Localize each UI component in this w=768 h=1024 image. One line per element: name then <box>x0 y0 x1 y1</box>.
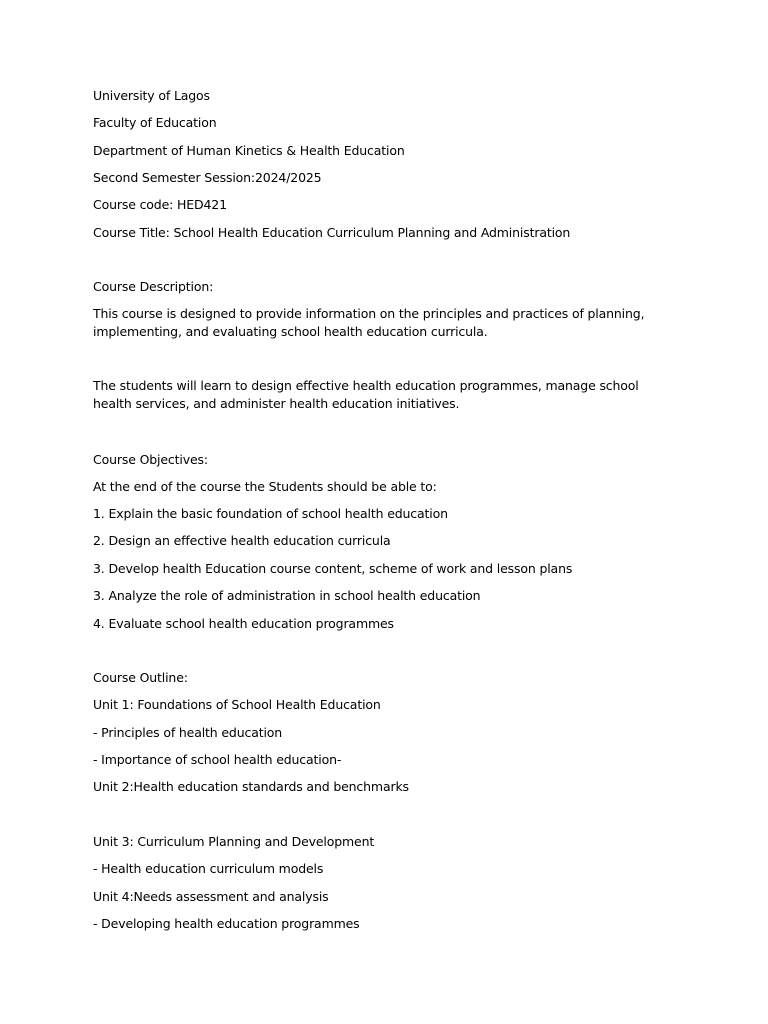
department-name: Department of Human Kinetics & Health Education <box>93 143 405 158</box>
description-paragraph-2: The students will learn to design effective health education programmes, manage school health services, and administer health education initiatives. <box>93 378 639 411</box>
outline-unit-4: Unit 4:Needs assessment and analysis <box>93 889 329 904</box>
course-title: Course Title: School Health Education Curriculum Planning and Administration <box>93 225 571 240</box>
outline-unit-1: Unit 1: Foundations of School Health Education <box>93 697 381 712</box>
outline-subitem: - Developing health education programmes <box>93 916 360 931</box>
objective-item: 2. Design an effective health education curricula <box>93 533 391 548</box>
outline-subitem: - Health education curriculum models <box>93 861 324 876</box>
objective-item: 4. Evaluate school health education programmes <box>93 616 394 631</box>
description-paragraph-1: This course is designed to provide information on the principles and practices of planning, implementing, and evaluating school health education curricula. <box>93 306 645 339</box>
course-code: Course code: HED421 <box>93 197 227 212</box>
objectives-heading: Course Objectives: <box>93 452 208 467</box>
outline-unit-2: Unit 2:Health education standards and benchmarks <box>93 779 409 794</box>
faculty-name: Faculty of Education <box>93 115 217 130</box>
outline-subitem: - Importance of school health education- <box>93 752 342 767</box>
outline-unit-3: Unit 3: Curriculum Planning and Development <box>93 834 375 849</box>
outline-subitem: - Principles of health education <box>93 725 283 740</box>
university-name: University of Lagos <box>93 88 210 103</box>
objective-item: 3. Develop health Education course content, scheme of work and lesson plans <box>93 561 573 576</box>
objectives-intro: At the end of the course the Students should be able to: <box>93 479 437 494</box>
session-line: Second Semester Session:2024/2025 <box>93 170 322 185</box>
description-heading: Course Description: <box>93 279 214 294</box>
objective-item: 1. Explain the basic foundation of school health education <box>93 506 448 521</box>
outline-heading: Course Outline: <box>93 670 188 685</box>
objective-item: 3. Analyze the role of administration in school health education <box>93 588 481 603</box>
